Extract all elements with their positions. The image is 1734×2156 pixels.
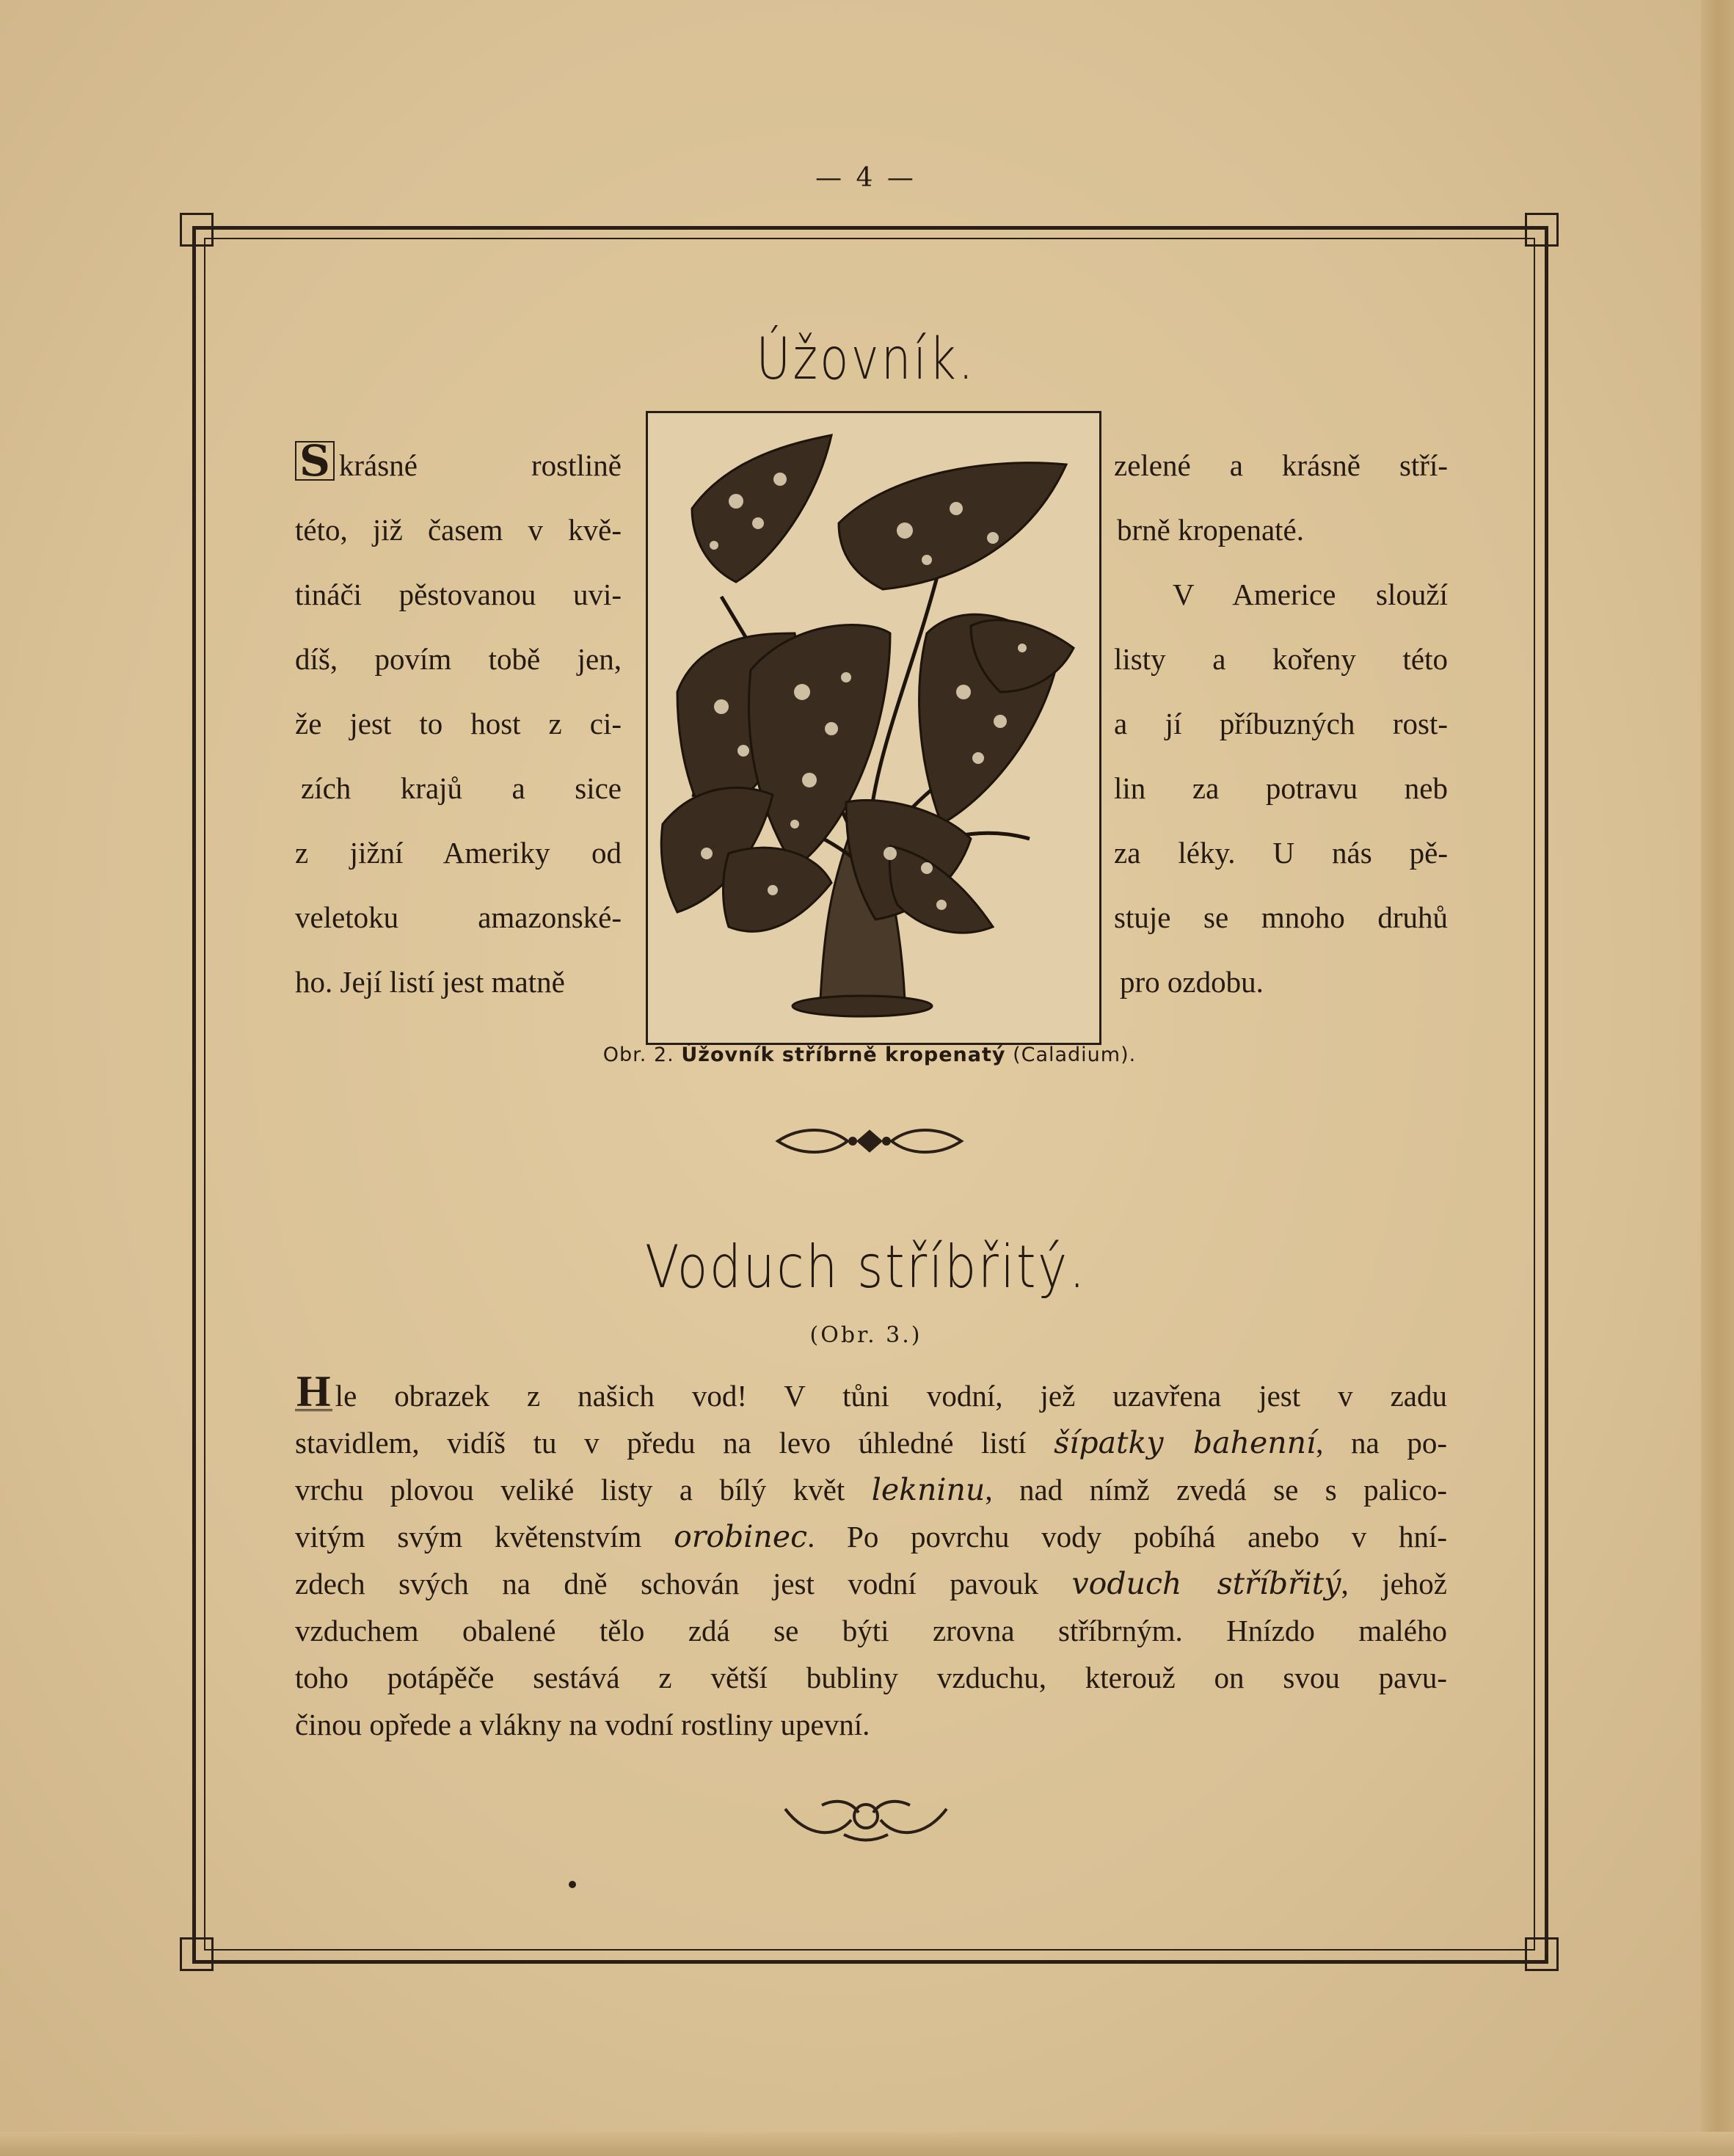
text-line: zích krajů a sice (301, 771, 622, 805)
text-line: V Americe slouží (1173, 578, 1448, 611)
ink-speck (569, 1881, 576, 1888)
caption-bold: Úžovník stříbrně kropenatý (681, 1044, 1006, 1066)
text-line: ho. Její listí jest matně (295, 965, 565, 999)
plant-illustration-frame (646, 411, 1101, 1045)
text-line: brně kropenaté. (1117, 513, 1304, 547)
italic-term: šípatky bahenní (1054, 1425, 1316, 1460)
text-span: , na po- (1316, 1426, 1447, 1460)
left-text-column (295, 433, 622, 1014)
text-line: listy a kořeny této (1114, 642, 1448, 676)
text-span: , nad nímž zvedá se s palico- (985, 1473, 1447, 1507)
italic-term: voduch stříbřitý (1071, 1566, 1341, 1601)
text-line: této, již časem v kvě- (295, 513, 622, 547)
text-line: činou opřede a vlákny na vodní rostliny upevní. (295, 1708, 870, 1741)
text-line: le obrazek z našich vod! V tůni vodní, jež uzavřena jest v zadu (335, 1379, 1447, 1413)
right-text-column (1114, 433, 1448, 1014)
frame-corner-tr (1525, 213, 1559, 247)
text-span: stavidlem, vidíš tu v předu na levo úhledné listí (295, 1426, 1054, 1460)
text-line: tináči pěstovanou uvi- (295, 578, 622, 611)
decorative-initial-icon: H (296, 1367, 331, 1416)
caption-suffix: (Caladium). (1013, 1044, 1137, 1066)
frame-corner-bl (180, 1937, 214, 1971)
frame-corner-tl (180, 213, 214, 247)
body-paragraph (295, 1367, 1448, 1748)
text-line: lin za potravu neb (1114, 771, 1448, 805)
text-line: za léky. U nás pě- (1114, 836, 1448, 870)
text-line: toho potápěče sestává z větší bubliny vzduchu, kterouž on svou pavu- (295, 1661, 1447, 1694)
divider-ornament-icon (771, 1123, 969, 1159)
text-line: díš, povím tobě jen, (295, 642, 622, 676)
italic-term: lekninu (871, 1472, 986, 1507)
text-line: veletoku amazonské- (295, 900, 622, 934)
text-line: že jest to host z ci- (295, 707, 622, 740)
figure-caption (514, 1044, 1225, 1066)
text-line: z jižní Ameriky od (295, 836, 622, 870)
text-span: vitým svým květenstvím (295, 1520, 674, 1554)
text-line: pro ozdobu. (1120, 965, 1264, 999)
text-line: stuje se mnoho druhů (1114, 900, 1448, 934)
section-title-voduch: Voduch stříbřitý. (644, 1233, 1088, 1301)
text-span: zdech svých na dně schován jest vodní pavouk (295, 1567, 1072, 1600)
plant-illustration-icon (648, 413, 1099, 1043)
italic-term: orobinec (674, 1519, 808, 1554)
page-bottom-edge (0, 2132, 1734, 2156)
end-ornament-icon (778, 1794, 954, 1846)
section-title-uzovnik: Úžovník. (756, 327, 976, 393)
page-number: — 4 — (815, 163, 917, 193)
text-span: , jehož (1341, 1567, 1447, 1600)
text-line: krásné rostlině (338, 448, 622, 482)
caption-prefix: Obr. 2. (602, 1044, 674, 1066)
text-line: vzduchem obalené tělo zdá se býti zrovna stříbrným. Hnízdo malého (295, 1614, 1447, 1647)
figure-reference: (Obr. 3.) (809, 1322, 922, 1348)
text-line: a jí příbuzných rost- (1114, 707, 1448, 740)
text-line: zelené a krásně stří- (1114, 448, 1448, 482)
text-span: . Po povrchu vody pobíhá anebo v hní- (807, 1520, 1448, 1554)
frame-corner-br (1525, 1937, 1559, 1971)
text-span: vrchu plovou veliké listy a bílý květ (295, 1473, 872, 1507)
decorative-initial-icon: S (295, 441, 335, 481)
page-edge-shadow (1701, 0, 1734, 2156)
